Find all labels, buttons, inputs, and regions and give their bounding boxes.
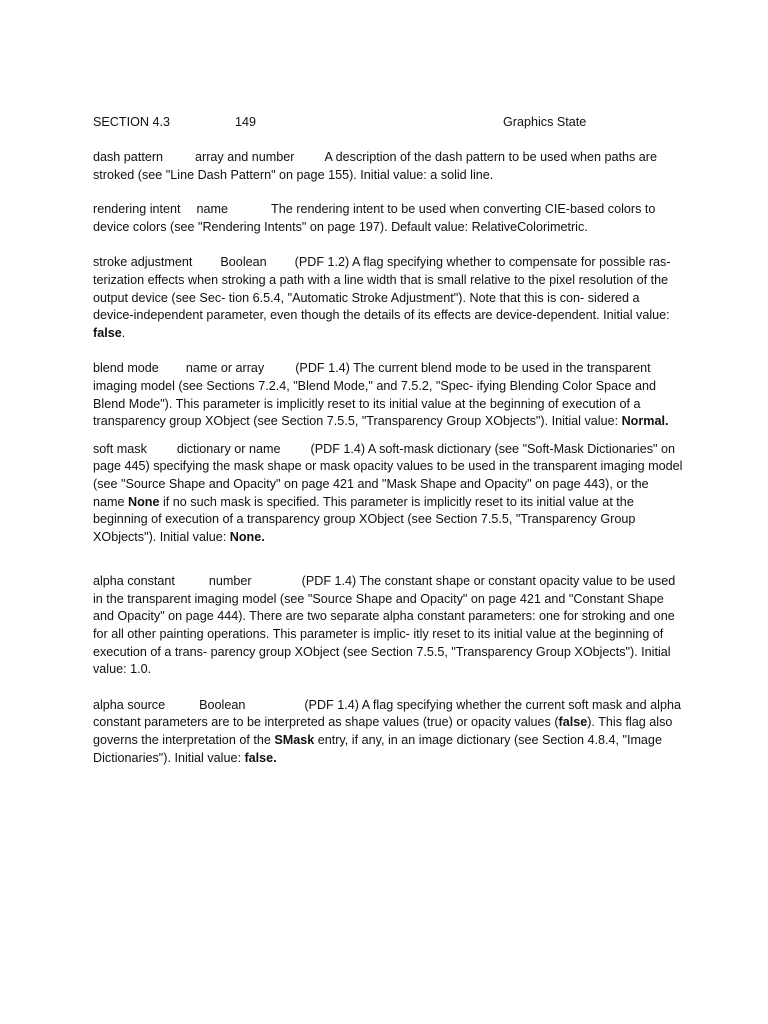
entry-description: (PDF 1.2) A flag specifying whether to compensate for possible ras- terization effects when stroking a path with a line width that is small relative to the pixel resolution of the output device (see Sec- tion 6.5.4, "Automatic Stroke Adjustment"). Note that this is con- sidered a device-independent parameter, even though the details of its effects are device-dependent. Initial value: bbox=[93, 255, 671, 323]
entry-key: rendering intent bbox=[93, 202, 181, 217]
entry-description: The rendering intent to be used when converting CIE-based colors to device colors (see "Rendering Intents" on page 197). Default value: RelativeColorimetric. bbox=[93, 202, 656, 234]
entry-key: alpha source bbox=[93, 697, 166, 712]
entry-description: (PDF 1.4) The constant shape or constant opacity value to be used in the transparent imaging model (see "Source Shape and Opacity" on page 421 and "Constant Shape and Opacity" on page 444). There are two separate alpha constant parameters: one for stroking and one for all other painting operations. This parameter is implic- itly reset to its initial value at the beginning of execution of a trans- parency group XObject (see Section 7.5.5, "Transparency Group XObjects"). Initial value: 1.0. bbox=[93, 574, 676, 677]
entry-key: soft mask bbox=[93, 441, 147, 456]
initial-value: None bbox=[229, 529, 262, 544]
entry-description: (PDF 1.4) The current blend mode to be used in the transparent imaging model (see Sections 7.2.4, "Blend Mode," and 7.5.2, "Spec- ifying Blending Color Space and Blend Mode"). This parameter is implicitly reset to its initial value at the beginning of execution of a transparency group XObject (see Section 7.5.5, "Transparency Group XObjects"). Initial value: bbox=[93, 361, 656, 429]
entry-key: blend mode bbox=[93, 361, 159, 376]
entry-description: (PDF 1.4) A flag specifying whether the current soft mask and alpha constant parameters are to be interpreted as shape values (true) or opacity values ( bbox=[93, 697, 681, 730]
entry-type: Boolean bbox=[199, 697, 246, 712]
entry-tail: . bbox=[664, 414, 669, 429]
entry-soft-mask bbox=[93, 441, 683, 547]
entry-type: number bbox=[208, 574, 252, 589]
entry-alpha-constant bbox=[93, 573, 683, 679]
entry-type: name or array bbox=[185, 361, 265, 376]
entry-alpha-source bbox=[93, 697, 683, 767]
initial-value: false bbox=[244, 750, 274, 765]
entry-key: alpha constant bbox=[93, 574, 175, 589]
initial-value: Normal bbox=[621, 414, 665, 429]
entry-type: dictionary or name bbox=[176, 441, 281, 456]
entry-tail: . bbox=[261, 529, 265, 544]
page-number: 149 bbox=[235, 115, 257, 129]
entry-type: name bbox=[196, 202, 229, 217]
entry-description-continued: ). This flag also governs the interpretation of the bbox=[93, 715, 673, 748]
entry-rendering-intent bbox=[93, 201, 683, 236]
section-label: SECTION 4.3 bbox=[93, 115, 170, 129]
entry-stroke-adjustment bbox=[93, 254, 683, 342]
entry-key: dash pattern bbox=[93, 150, 164, 164]
document-page bbox=[93, 114, 683, 767]
entry-type: Boolean bbox=[220, 255, 267, 270]
entry-dash-pattern bbox=[93, 149, 683, 184]
value-false: false bbox=[558, 715, 588, 730]
running-title: Graphics State bbox=[503, 115, 587, 129]
entry-description-continued: if no such mask is specified. This parameter is implicitly reset to its initial value at the beginning of execution of a transparency group XObject (see Section 7.5.5, "Transparency Group XObjects"). Initial value: bbox=[93, 494, 636, 544]
smask-entry: SMask bbox=[274, 733, 315, 748]
entry-description: A description of the dash pattern to be used when paths are stroked (see "Line Dash Pattern" on page 155). Initial value: a solid line. bbox=[93, 150, 657, 182]
name-none: None bbox=[128, 494, 160, 509]
entry-key: stroke adjustment bbox=[93, 255, 193, 270]
entry-tail: . bbox=[121, 325, 126, 340]
entry-blend-mode bbox=[93, 360, 683, 430]
entry-type: array and number bbox=[195, 150, 295, 164]
entry-description-continued: entry, if any, in an image dictionary (see Section 4.8.4, "Image Dictionaries"). Initial value: bbox=[93, 733, 662, 765]
initial-value: false bbox=[93, 325, 122, 340]
entry-tail: . bbox=[273, 750, 277, 765]
entry-description: (PDF 1.4) A soft-mask dictionary (see "Soft-Mask Dictionaries" on page 445) specifying the mask shape or mask opacity values to be used in the transparent imaging model (see "Source Shape and Opacity" on page 421 and "Mask Shape and Opacity" on page 443), or the name bbox=[93, 441, 683, 509]
page-header bbox=[93, 114, 683, 132]
